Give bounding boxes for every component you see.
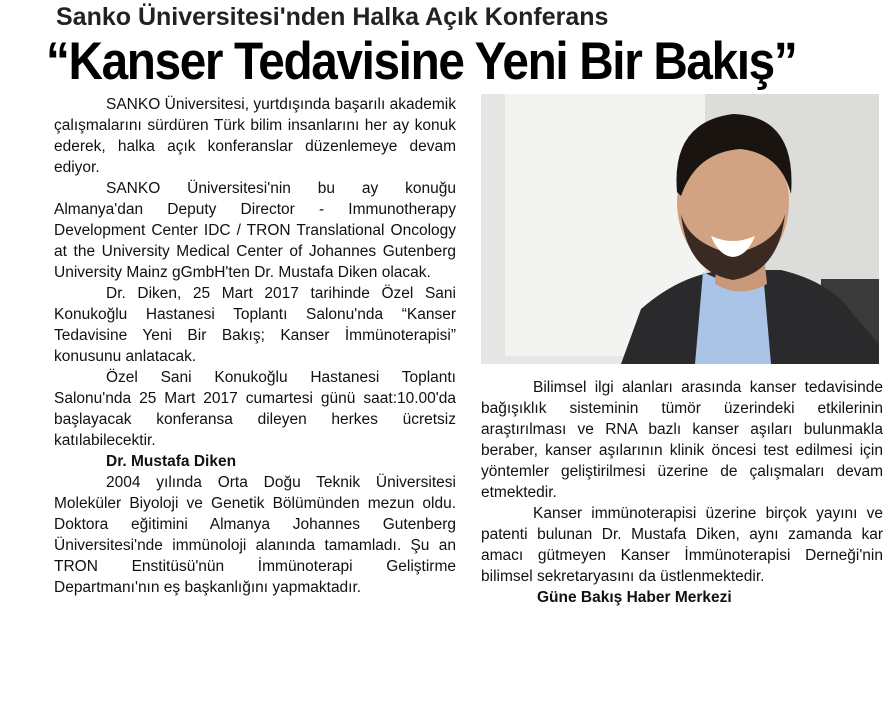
- news-source-credit: Güne Bakış Haber Merkezi: [537, 589, 732, 606]
- portrait-photo: [481, 94, 879, 364]
- article-kicker: Sanko Üniversitesi'nden Halka Açık Konferans: [56, 3, 609, 31]
- bio-subheading: Dr. Mustafa Diken: [106, 453, 237, 470]
- bio-paragraph: 2004 yılında Orta Doğu Teknik Üniversitesi Moleküler Biyoloji ve Genetik Bölümünden mezun oldu. Doktora eğitimini Almanya Johannes Gutenberg Üniversitesi'nde immünoloji alanında tamamladı. Şu an TRON Enstitüsü'nün İmmünoterapi Geliştirme Departmanı'nın eş başkanlığını yapmaktadır.: [54, 474, 456, 596]
- body-paragraph-2: SANKO Üniversitesi'nin bu ay konuğu Almanya'dan Deputy Director - Immunotherapy Development Center IDC / TRON Translational Oncology at the University Medical Center of Johannes Gutenberg University Mainz gGmbH'ten Dr. Mustafa Diken olacak.: [54, 180, 456, 281]
- right-column: [481, 377, 883, 608]
- body-paragraph-6: Kanser immünoterapisi üzerine birçok yayını ve patenti bulunan Dr. Mustafa Diken, aynı zamanda kar amacı gütmeyen Kanser İmmünoterapisi Derneği'nin bilimsel sekretaryasını da üstlenmektedir.: [481, 505, 883, 585]
- body-paragraph-5: Bilimsel ilgi alanları arasında kanser tedavisinde bağışıklık sisteminin tümör üzerindeki etkilerinin araştırılması ve RNA bazlı kanser aşıları bulunmakla beraber, kanser aşılarının klinik öncesi test edilmesi için yöntemler geliştirilmesi üzerine de çalışmaları devam etmektedir.: [481, 379, 883, 501]
- article-headline: “Kanser Tedavisine Yeni Bir Bakış”: [46, 32, 797, 91]
- body-paragraph-4: Özel Sani Konukoğlu Hastanesi Toplantı Salonu'nda 25 Mart 2017 cumartesi günü saat:10.00'da başlayacak konferansa dileyen herkes ücretsiz katılabilecektir.: [54, 369, 456, 449]
- body-paragraph-3: Dr. Diken, 25 Mart 2017 tarihinde Özel Sani Konukoğlu Hastanesi Toplantı Salonu'nda “Kanser Tedavisine Yeni Bir Bakış; Kanser İmmünoterapisi” konusunu anlatacak.: [54, 285, 456, 365]
- left-column: [54, 94, 456, 598]
- body-paragraph-1: SANKO Üniversitesi, yurtdışında başarılı akademik çalışmalarını sürdüren Türk bilim insanlarını her ay konuk ederek, halka açık konferanslar düzenlemeye devam ediyor.: [54, 96, 456, 176]
- portrait-illustration: [481, 94, 879, 364]
